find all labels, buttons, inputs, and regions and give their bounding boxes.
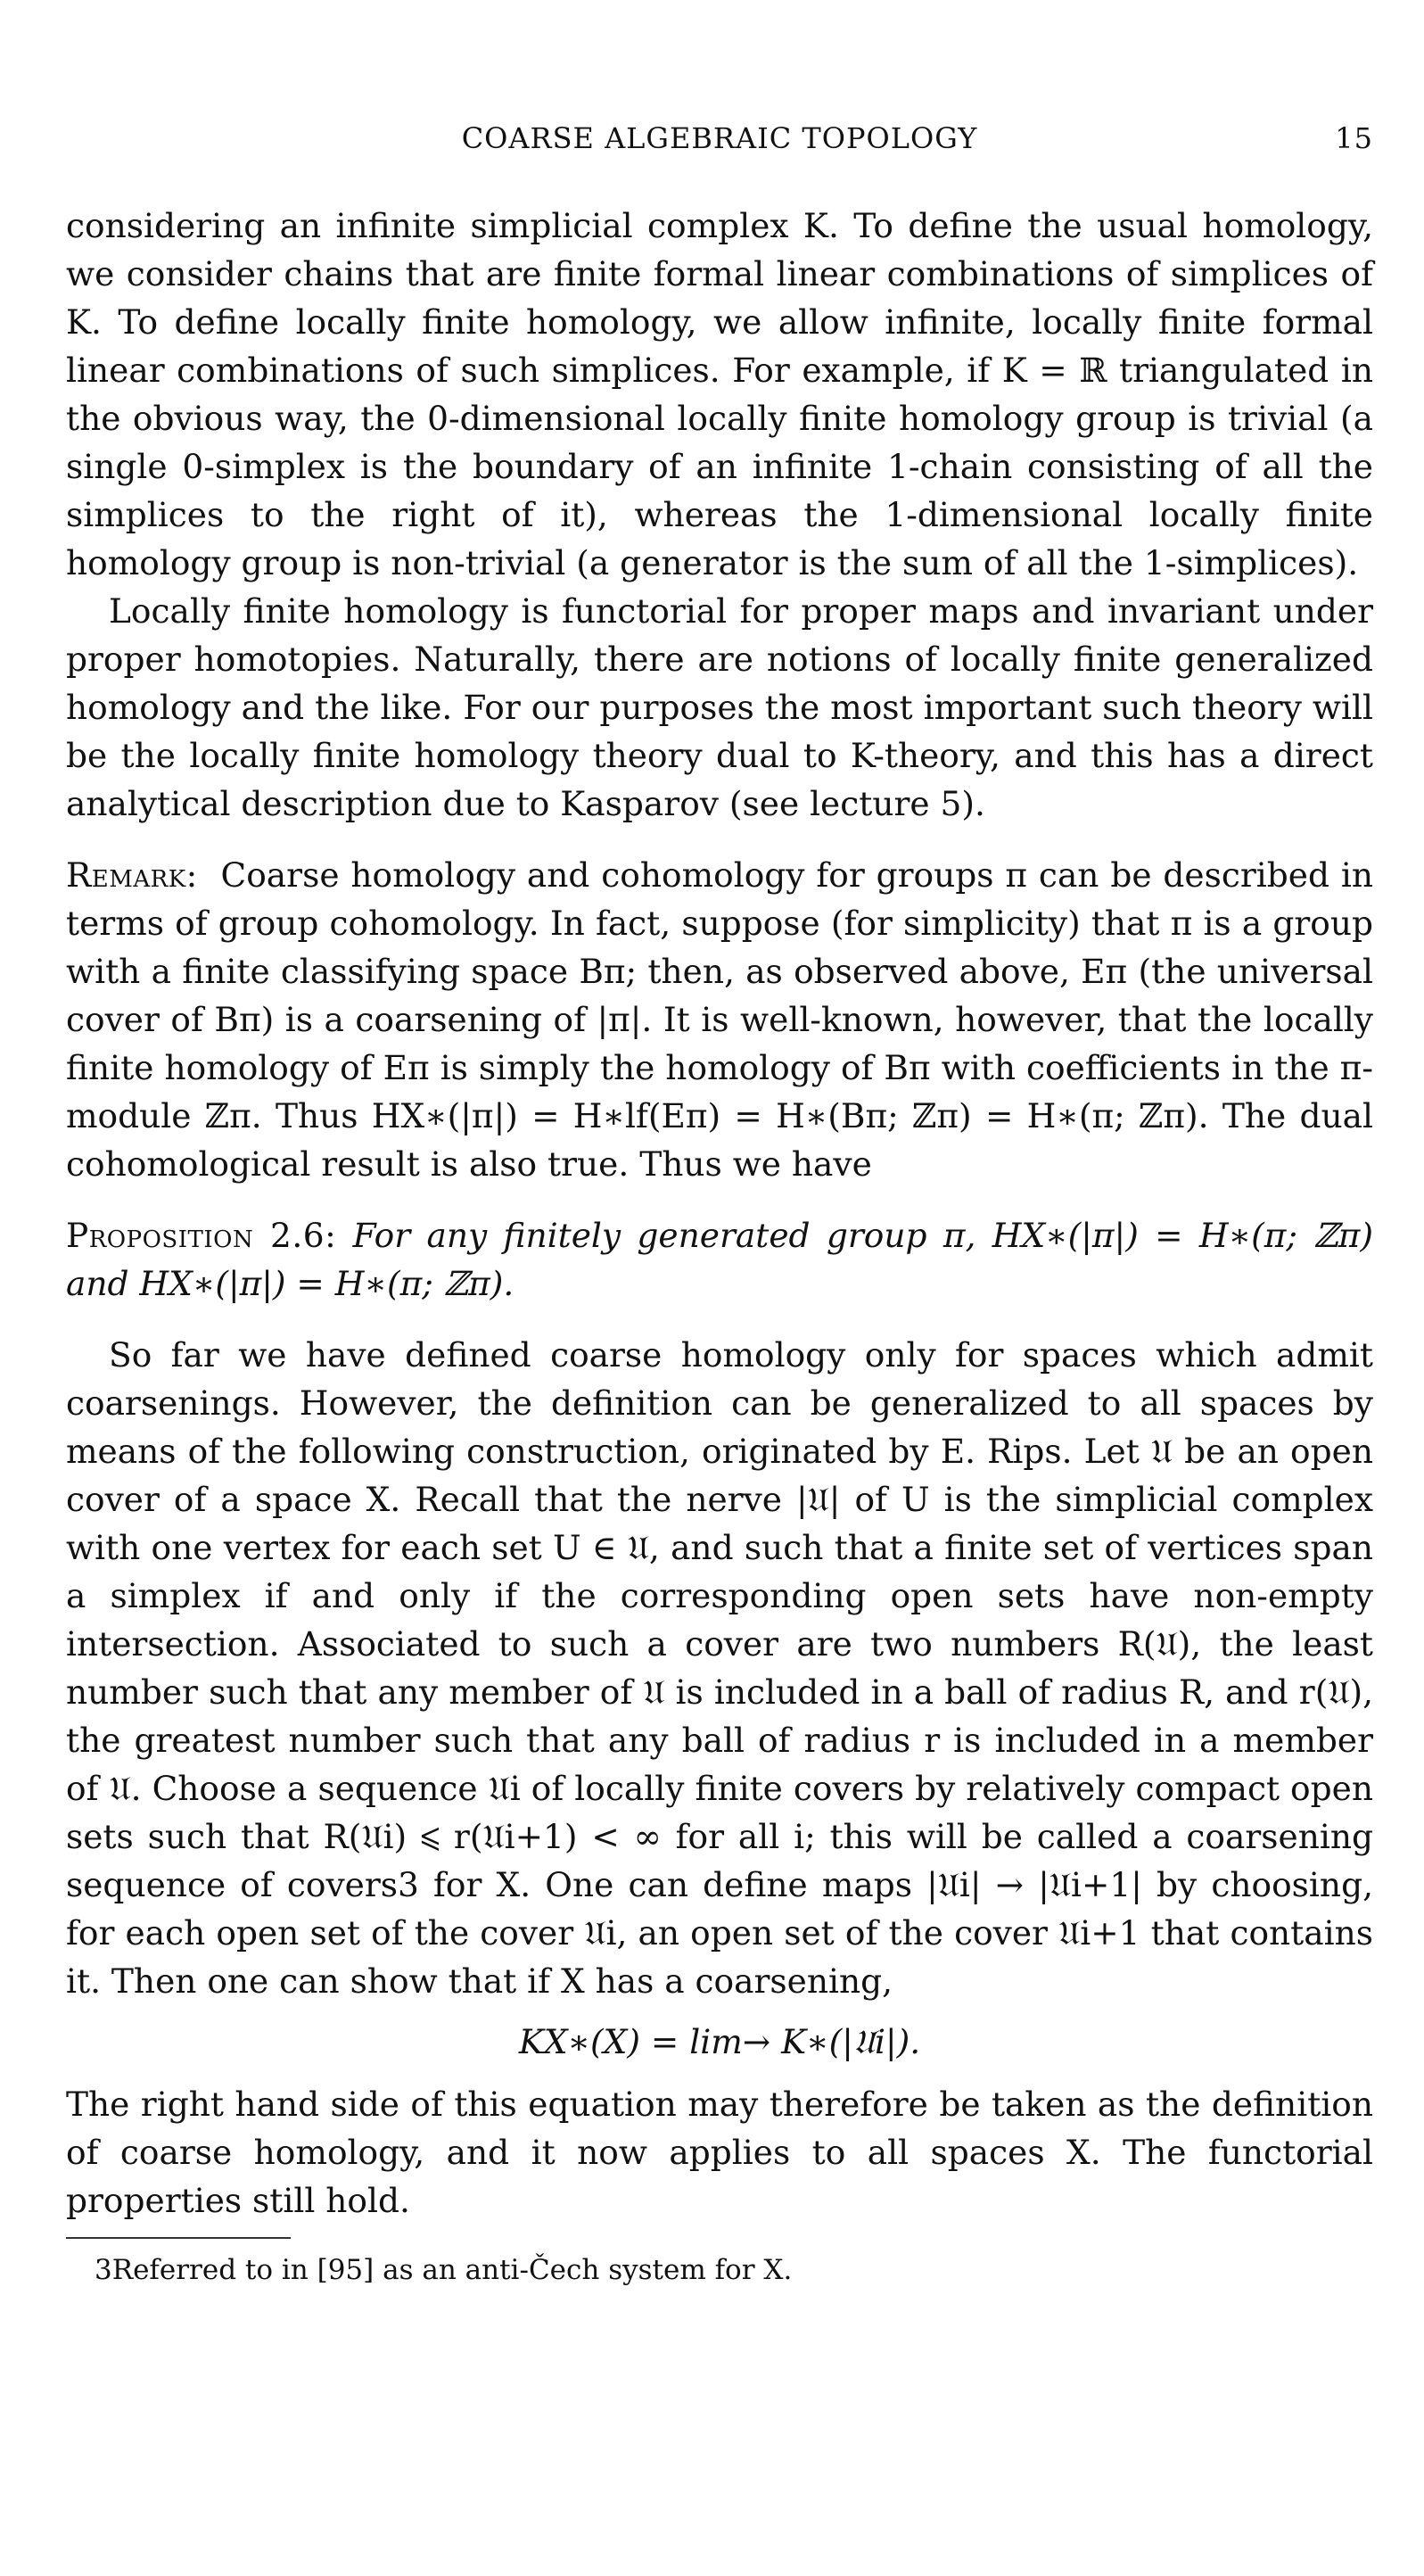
page-number: 15: [1335, 121, 1373, 155]
running-header: [66, 121, 1373, 157]
paragraph-3: So far we have defined coarse homology only for spaces which admit coarsenings. However, the definition can be generalized to all spaces by means of the following construction, originated by E. Rips. Let 𝔘 be an open cover of a space X. Recall that the nerve |𝔘| of U is the simplicial complex with one vertex for each set U ∈ 𝔘, and such that a finite set of vertices span a simplex if and only if the corresponding open sets have non-empty intersection. Associated to such a cover are two numbers R(𝔘), the least number such that any member of 𝔘 is included in a ball of radius R, and r(𝔘), the greatest number such that any ball of radius r is included in a member of 𝔘. Choose a sequence 𝔘i of locally finite covers by relatively compact open sets such that R(𝔘i) ⩽ r(𝔘i+1) < ∞ for all i; this will be called a coarsening sequence of covers3 for X. One can define maps |𝔘i| → |𝔘i+1| by choosing, for each open set of the cover 𝔘i, an open set of the cover 𝔘i+1 that contains it. Then one can show that if X has a coarsening,: [66, 1335, 1373, 2001]
remark: [66, 851, 1373, 1188]
page: [66, 0, 1373, 2576]
paragraph-1: considering an infinite simplicial complex K. To define the usual homology, we consider chains that are finite formal linear combinations of simplices of K. To define locally finite homology, we allow infinite, locally finite formal linear combinations of such simplices. For example, if K = ℝ triangulated in the obvious way, the 0-dimensional locally finite homology group is trivial (a single 0-simplex is the boundary of an infinite 1-chain consisting of all the simplices to the right of it), whereas the 1-dimensional locally finite homology group is non-trivial (a generator is the sum of all the 1-simplices).: [66, 206, 1373, 582]
display-equation: [66, 2018, 1373, 2066]
footnote-rule: [66, 2237, 291, 2239]
footnote: 3Referred to in [95] as an anti-Čech system for X.: [95, 2254, 793, 2286]
proposition-label: Proposition 2.6:: [66, 1216, 337, 1255]
remark-label: Remark:: [66, 855, 198, 895]
proposition-text: For any finitely generated group π, HX∗(|π|) = H∗(π; ℤπ) and HX∗(|π|) = H∗(π; ℤπ).: [66, 1216, 1374, 1303]
equation: KX∗(X) = lim→ K∗(|𝔘i|).: [518, 2022, 921, 2061]
paragraph-4: The right hand side of this equation may therefore be taken as the definition of coarse homology, and it now applies to all spaces X. The functorial properties still hold.: [66, 2085, 1373, 2220]
proposition-2-6: [66, 1211, 1373, 1308]
paragraph-2: Locally finite homology is functorial for proper maps and invariant under proper homotopies. Naturally, there are notions of locally finite generalized homology and the like. For our purposes the most important such theory will be the locally finite homology theory dual to K-theory, and this has a direct analytical description due to Kasparov (see lecture 5).: [66, 591, 1373, 823]
running-title: COARSE ALGEBRAIC TOPOLOGY: [461, 121, 978, 155]
body-text: [66, 202, 1373, 2225]
remark-text: Coarse homology and cohomology for groups π can be described in terms of group cohomology. In fact, suppose (for simplicity) that π is a group with a finite classifying space Bπ; then, as observed above, Eπ (the universal cover of Bπ) is a coarsening of |π|. It is well-known, however, that the locally finite homology of Eπ is simply the homology of Bπ with coefficients in the π-module ℤπ. Thus HX∗(|π|) = H∗lf(Eπ) = H∗(Bπ; ℤπ) = H∗(π; ℤπ). The dual cohomological result is also true. Thus we have: [66, 855, 1373, 1184]
